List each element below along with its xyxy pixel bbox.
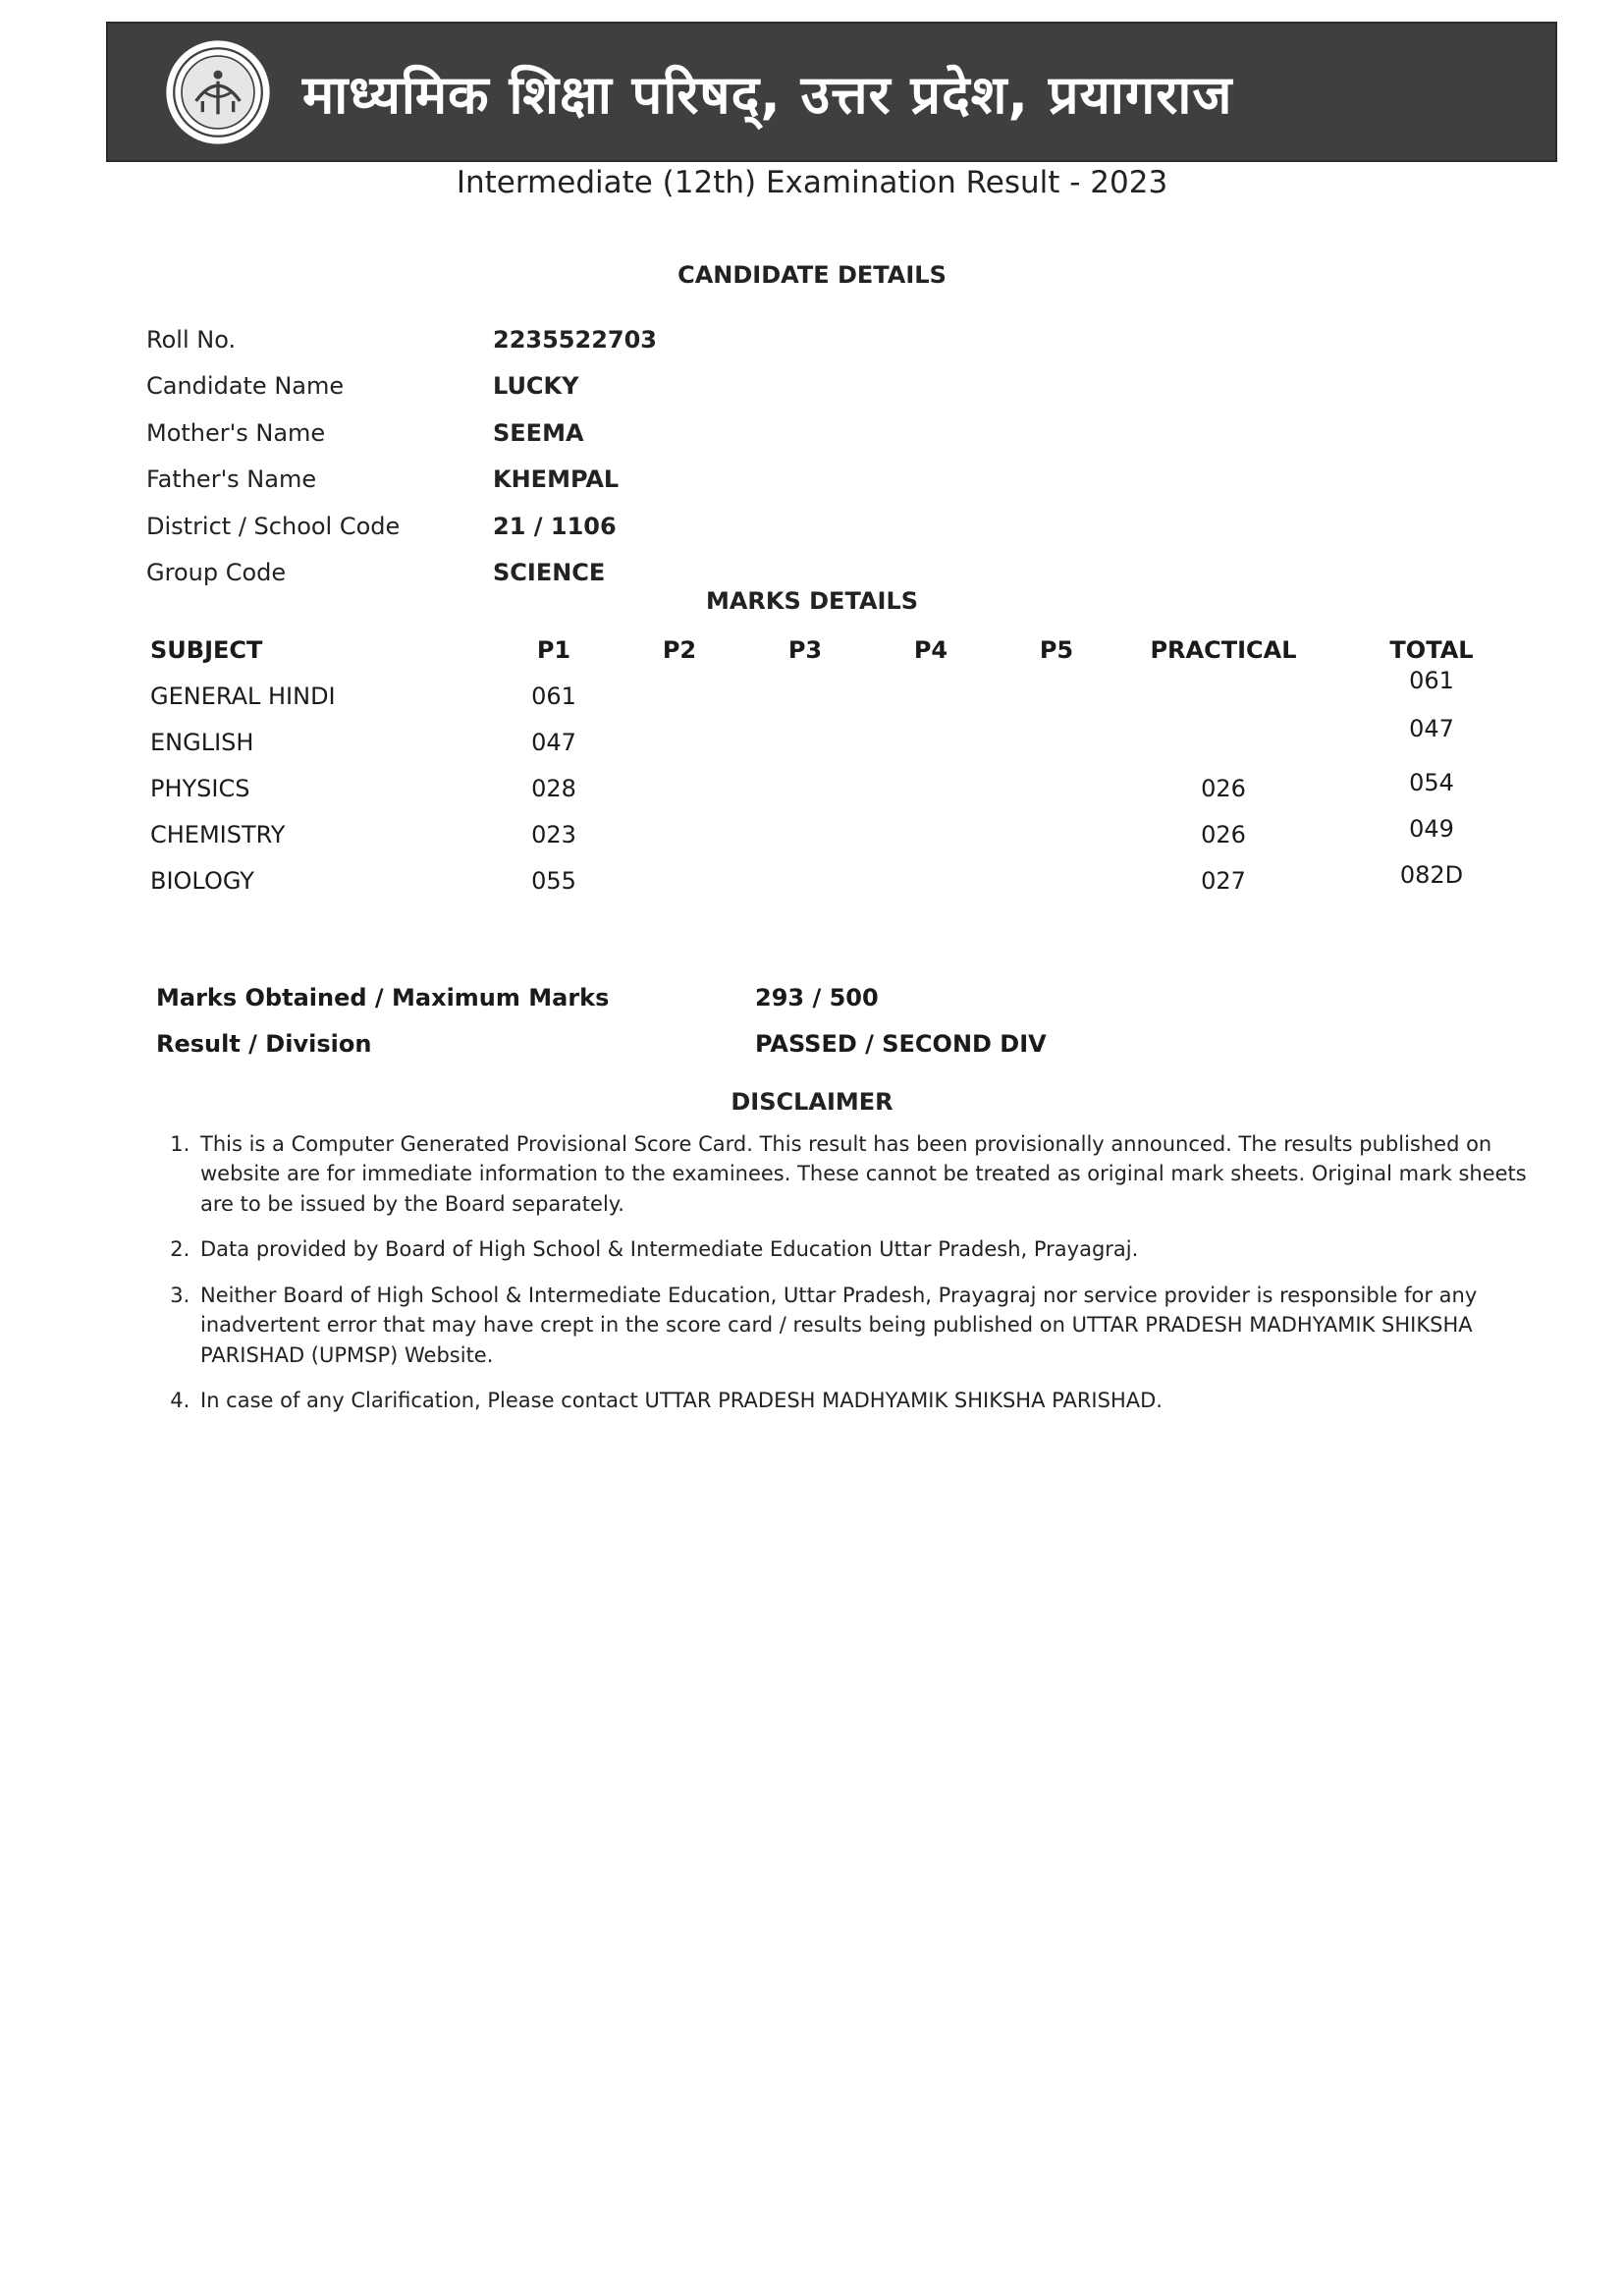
column-header-total: TOTAL bbox=[1389, 636, 1474, 664]
detail-row-district-school-code bbox=[146, 503, 657, 550]
table-row bbox=[0, 667, 1624, 721]
p1-cell: 028 bbox=[531, 775, 576, 802]
marks-table bbox=[0, 629, 1624, 905]
result-division-value: PASSED / SECOND DIV bbox=[755, 1029, 1047, 1058]
column-header-p2: P2 bbox=[662, 636, 697, 664]
p1-cell: 047 bbox=[531, 729, 576, 756]
subject-cell: PHYSICS bbox=[150, 775, 250, 802]
disclaimer-heading: DISCLAIMER bbox=[731, 1088, 893, 1116]
result-division-label: Result / Division bbox=[156, 1029, 372, 1058]
subject-cell: ENGLISH bbox=[150, 729, 254, 756]
disclaimer-item: 1. This is a Computer Generated Provisional Score Card. This result has been provisionally announced. The results published on website are for immediate information to the examinees. These cannot be treated as original mark sheets. Original mark sheets are to be issued by the Board separately. bbox=[196, 1129, 1561, 1219]
result-summary bbox=[156, 974, 1047, 1066]
candidate-details-heading: CANDIDATE DETAILS bbox=[677, 261, 947, 289]
column-header-p1: P1 bbox=[536, 636, 571, 664]
p1-cell: 023 bbox=[531, 821, 576, 848]
subject-cell: BIOLOGY bbox=[150, 867, 254, 895]
practical-cell: 027 bbox=[1201, 867, 1246, 895]
detail-row-candidate-name bbox=[146, 363, 657, 410]
page-title: Intermediate (12th) Examination Result - 2023 bbox=[456, 165, 1168, 200]
total-cell: 054 bbox=[1409, 769, 1454, 796]
total-cell: 061 bbox=[1409, 667, 1454, 694]
total-cell: 047 bbox=[1409, 715, 1454, 742]
table-row bbox=[0, 767, 1624, 813]
p1-cell: 061 bbox=[531, 683, 576, 710]
p1-cell: 055 bbox=[531, 867, 576, 895]
detail-label: Roll No. bbox=[146, 325, 237, 354]
board-emblem-logo bbox=[163, 37, 273, 147]
marks-obtained-row bbox=[156, 974, 1047, 1020]
subject-cell: GENERAL HINDI bbox=[150, 683, 336, 710]
table-row bbox=[0, 859, 1624, 905]
candidate-details bbox=[146, 316, 657, 596]
board-title-hindi: माध्यमिक शिक्षा परिषद्, उत्तर प्रदेश, प्रयागराज bbox=[302, 63, 1233, 126]
detail-label: Mother's Name bbox=[146, 418, 326, 447]
table-row bbox=[0, 813, 1624, 859]
subject-cell: CHEMISTRY bbox=[150, 821, 286, 848]
detail-label: District / School Code bbox=[146, 512, 401, 540]
detail-label: Group Code bbox=[146, 559, 287, 587]
detail-value: 21 / 1106 bbox=[493, 512, 617, 540]
disclaimer-item: 4. In case of any Clarification, Please contact UTTAR PRADESH MADHYAMIK SHIKSHA PARISHAD. bbox=[196, 1386, 1561, 1415]
detail-value: KHEMPAL bbox=[493, 465, 620, 494]
header-banner bbox=[106, 22, 1557, 162]
disclaimer-item: 3. Neither Board of High School & Intermediate Education, Uttar Pradesh, Prayagraj nor service provider is responsible for any inadvertent error that may have crept in the score card / results being published on UTTAR PRADESH MADHYAMIK SHIKSHA PARISHAD (UPMSP) Website. bbox=[196, 1281, 1561, 1370]
disclaimer-list bbox=[169, 1129, 1561, 1432]
table-row bbox=[0, 715, 1624, 767]
column-header-practical: PRACTICAL bbox=[1150, 636, 1297, 664]
detail-row-father-name bbox=[146, 457, 657, 504]
practical-cell: 026 bbox=[1201, 775, 1246, 802]
column-header-p4: P4 bbox=[913, 636, 948, 664]
total-cell: 049 bbox=[1409, 815, 1454, 843]
disclaimer-item: 2. Data provided by Board of High School & Intermediate Education Uttar Pradesh, Prayagraj. bbox=[196, 1234, 1561, 1264]
column-header-p5: P5 bbox=[1039, 636, 1074, 664]
detail-value: SCIENCE bbox=[493, 559, 606, 587]
detail-value: 2235522703 bbox=[493, 325, 657, 354]
marks-obtained-label: Marks Obtained / Maximum Marks bbox=[156, 983, 610, 1011]
column-header-subject: SUBJECT bbox=[150, 636, 263, 664]
marks-details-heading: MARKS DETAILS bbox=[705, 587, 919, 615]
detail-row-mother-name bbox=[146, 410, 657, 457]
detail-label: Father's Name bbox=[146, 465, 317, 494]
practical-cell: 026 bbox=[1201, 821, 1246, 848]
detail-label: Candidate Name bbox=[146, 372, 345, 401]
result-division-row bbox=[156, 1020, 1047, 1066]
marks-obtained-value: 293 / 500 bbox=[755, 983, 879, 1011]
detail-row-roll-no bbox=[146, 316, 657, 363]
detail-value: SEEMA bbox=[493, 418, 584, 447]
detail-value: LUCKY bbox=[493, 372, 579, 401]
column-header-p3: P3 bbox=[787, 636, 823, 664]
total-cell: 082D bbox=[1399, 861, 1464, 889]
